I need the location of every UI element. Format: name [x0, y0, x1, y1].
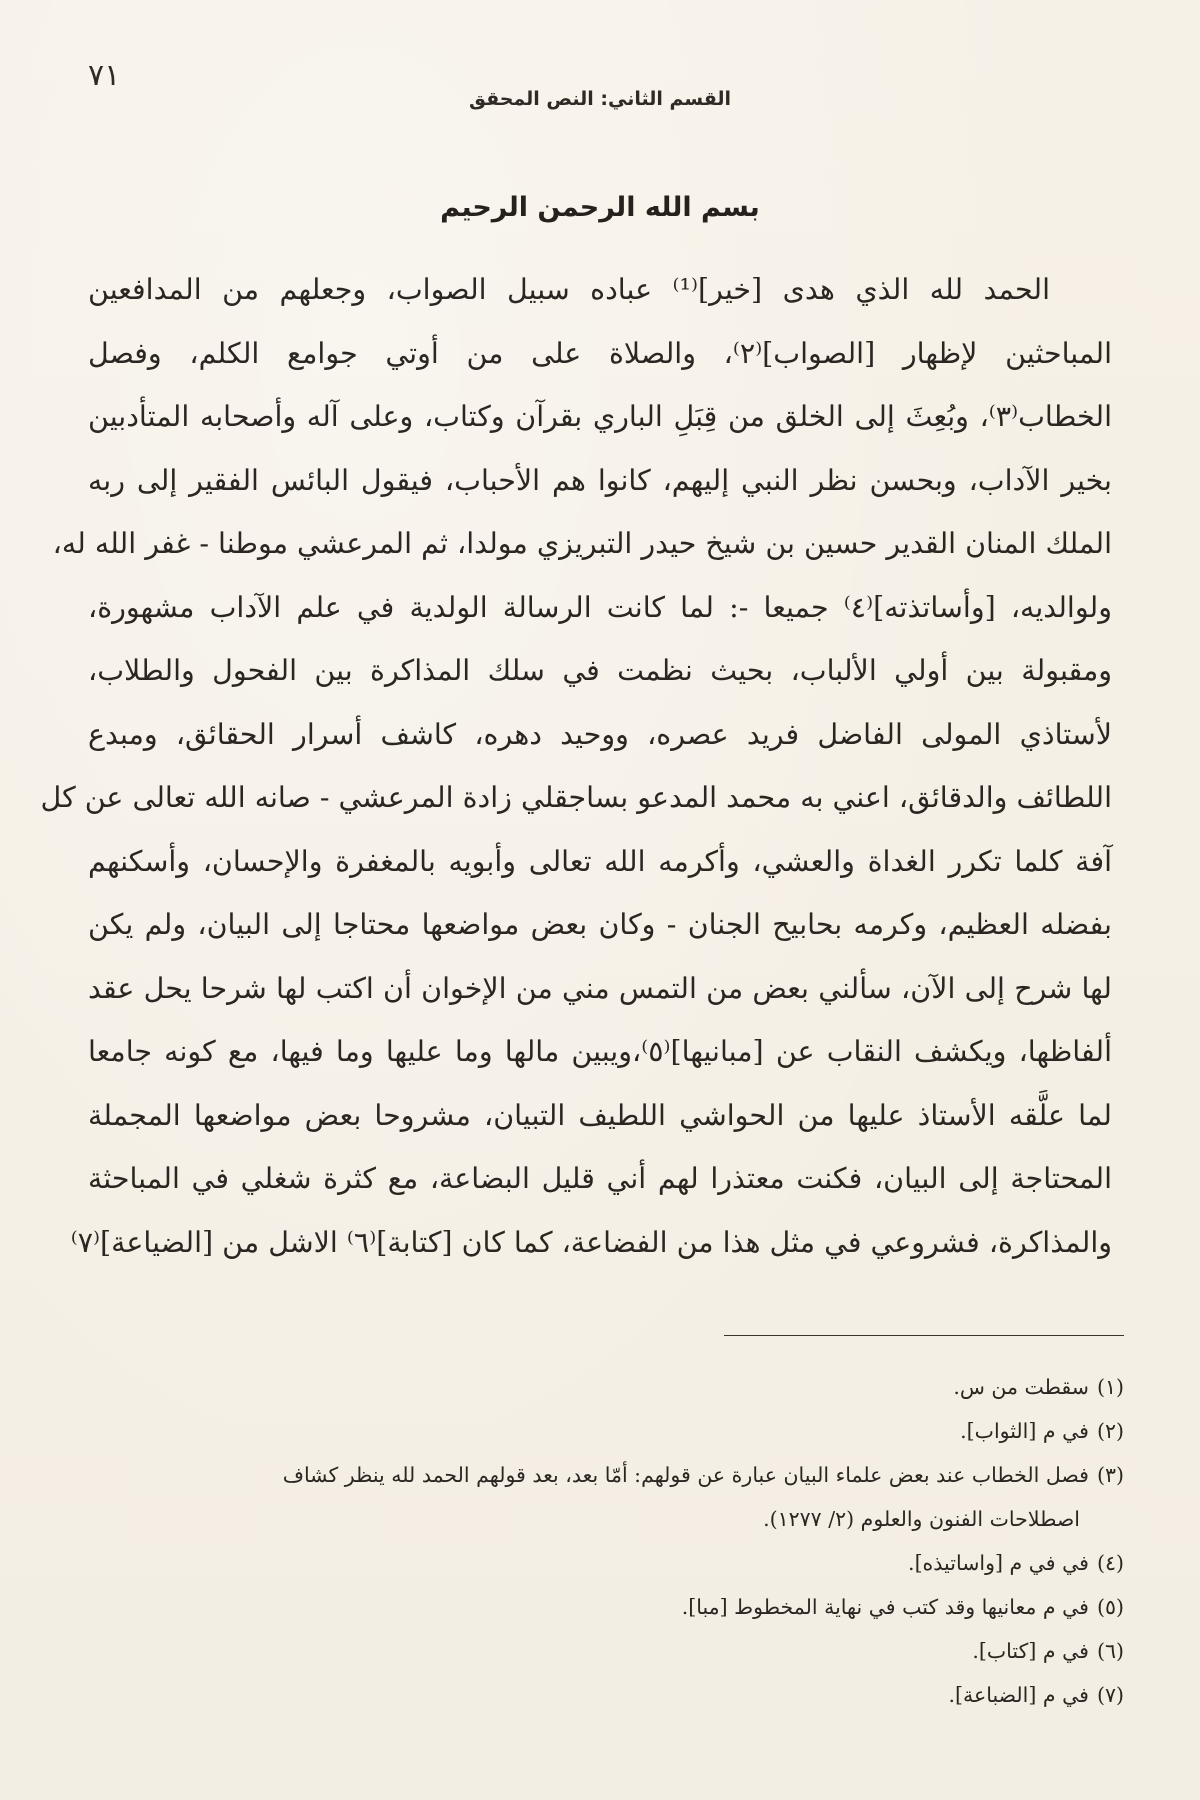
body-line: الخطاب⁽٣⁾، وبُعِثَ إلى الخلق من قِبَلِ الباري بقرآن وكتاب، وعلى آله وأصحابه المتأدبين — [88, 400, 1112, 433]
footnotes — [88, 1365, 1124, 1717]
basmala-heading: بسم الله الرحمن الرحيم — [440, 192, 760, 223]
footnote-number: (٢) — [1096, 1419, 1124, 1443]
footnote-text: في في م [واساتيذه]. — [908, 1551, 1089, 1575]
body-line: الملك المنان القدير حسين بن شيخ حيدر التبريزي مولدا، ثم المرعشي موطنا - غفر الله له، — [52, 527, 1112, 560]
footnote-text: فصل الخطاب عند بعض علماء البيان عبارة عن قولهم: أمّا بعد، بعد قولهم الحمد لله ينظر كشاف — [282, 1463, 1089, 1487]
footnote-text: في م [الضباعة]. — [948, 1683, 1089, 1707]
footnote-number: (٣) — [1096, 1463, 1124, 1487]
footnote-text: في م [كتاب]. — [972, 1639, 1089, 1663]
running-header: القسم الثاني: النص المحقق — [468, 88, 732, 110]
body-line: لأستاذي المولى الفاضل فريد عصره، ووحيد دهره، كاشف أسرار الحقائق، ومبدع — [88, 717, 1112, 751]
body-line: آفة كلما تكرر الغداة والعشي، وأكرمه الله تعالى وأبويه بالمغفرة والإحسان، وأسكنهم — [88, 844, 1112, 878]
footnote-1 — [88, 1365, 1124, 1409]
footnote-5 — [88, 1585, 1124, 1629]
body-line: بفضله العظيم، وكرمه بحابيح الجنان - وكان بعض مواضعها محتاجا إلى البيان، ولم يكن — [88, 908, 1112, 941]
footnote-number: (٦) — [1096, 1639, 1124, 1663]
footnote-4 — [88, 1541, 1124, 1585]
page-number: ٧١ — [88, 58, 121, 93]
footnote-separator — [724, 1335, 1124, 1336]
body-line: المحتاجة إلى البيان، فكنت معتذرا لهم أني قليل البضاعة، مع كثرة شغلي في المباحثة — [88, 1162, 1112, 1195]
footnote-text: في م معانيها وقد كتب في نهاية المخطوط [مبا]. — [681, 1595, 1089, 1619]
body-line: ومقبولة بين أولي الألباب، بحيث نظمت في سلك المذاكرة بين الفحول والطلاب، — [88, 654, 1112, 687]
body-line: الحمد لله الذي هدى [خير]⁽¹⁾ عباده سبيل الصواب، وجعلهم من المدافعين — [88, 273, 1050, 306]
footnote-6 — [88, 1629, 1124, 1673]
footnote-number: (١) — [1096, 1375, 1124, 1399]
body-line: ألفاظها، ويكشف النقاب عن [مبانيها]⁽٥⁾،ويبين مالها وما عليها وما فيها، مع كونه جامعا — [88, 1035, 1112, 1068]
body-line: والمذاكرة، فشروعي في مثل هذا من الفضاعة، كما كان [كتابة]⁽٦⁾ الاشل من [الضياعة]⁽٧⁾ — [70, 1225, 1112, 1259]
body-line: المباحثين لإظهار [الصواب]⁽٢⁾، والصلاة على من أوتي جوامع الكلم، وفصل — [88, 336, 1112, 370]
footnote-number: (٥) — [1096, 1595, 1124, 1619]
footnote-7 — [88, 1673, 1124, 1717]
body-text — [40, 258, 1112, 1274]
footnote-text: سقطت من س. — [953, 1375, 1089, 1399]
footnote-continuation: اصطلاحات الفنون والعلوم (٢/ ١٢٧٧). — [763, 1507, 1080, 1531]
footnote-text: في م [الثواب]. — [960, 1419, 1089, 1443]
footnote-3 — [88, 1453, 1124, 1541]
body-line: اللطائف والدقائق، اعني به محمد المدعو بساجقلي زادة المرعشي - صانه الله تعالى عن كل — [40, 781, 1112, 814]
footnote-number: (٤) — [1096, 1551, 1124, 1575]
footnote-number: (٧) — [1096, 1683, 1124, 1707]
body-line: لها شرح إلى الآن، سألني بعض من التمس مني من الإخوان أن اكتب لها شرحا يحل عقد — [88, 971, 1112, 1005]
body-line: بخير الآداب، وبحسن نظر النبي إليهم، كانوا هم الأحباب، فيقول البائس الفقير إلى ربه — [88, 463, 1112, 497]
footnote-2 — [88, 1409, 1124, 1453]
body-line: ولوالديه، [وأساتذته]⁽٤⁾ جميعا -: لما كانت الرسالة الولدية في علم الآداب مشهورة، — [88, 590, 1112, 624]
body-line: لما علَّقه الأستاذ عليها من الحواشي اللطيف التبيان، مشروحا بعض مواضعها المجملة — [88, 1098, 1112, 1132]
